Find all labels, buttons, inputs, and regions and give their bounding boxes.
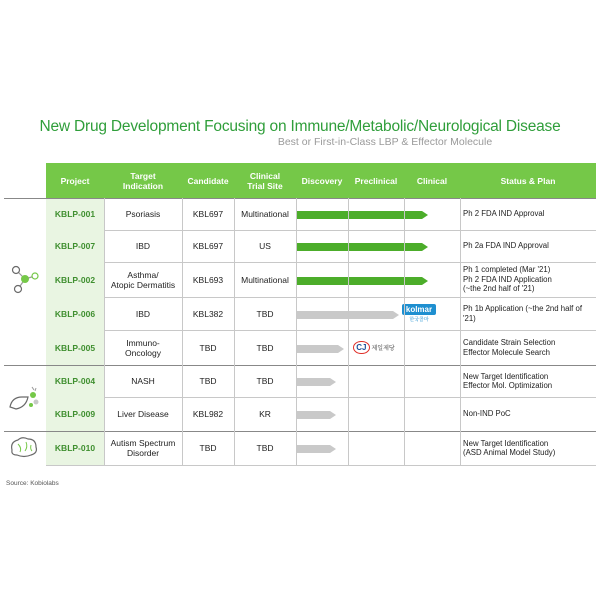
candidate-cell: TBD <box>199 342 217 353</box>
candidate-cell: KBL382 <box>192 308 224 319</box>
target-indication-cell: Immuno- Oncology <box>125 337 161 358</box>
clinical-site-cell: KR <box>259 409 271 419</box>
project-cell: KBLP-007 <box>46 230 104 262</box>
progress-bar <box>296 210 428 220</box>
column-divider <box>234 198 235 465</box>
status-line: Effector Molecule Search <box>463 347 550 357</box>
source-note: Source: Kobiolabs <box>6 480 59 487</box>
row-divider <box>46 465 596 466</box>
column-divider <box>460 198 461 465</box>
target-indication-cell: Liver Disease <box>117 409 169 419</box>
status-line: New Target Identification <box>463 438 549 448</box>
status-line: (~the 2nd half of '21) <box>463 284 535 294</box>
progress-bar <box>296 377 336 387</box>
col-project: Project <box>60 175 90 186</box>
status-line: Non-IND PoC <box>463 409 511 419</box>
status-cell <box>463 431 596 465</box>
clinical-site-cell: Multinational <box>241 209 289 219</box>
table-header <box>46 163 596 198</box>
project-cell: KBLP-010 <box>46 431 104 465</box>
status-cell <box>463 330 596 365</box>
candidate-cell: KBL697 <box>192 209 224 219</box>
group-divider <box>4 365 596 366</box>
cj-logo-mark: CJ <box>353 341 369 354</box>
group-divider <box>4 431 596 432</box>
status-cell <box>463 297 596 330</box>
project-cell: KBLP-005 <box>46 330 104 365</box>
col-discovery: Discovery <box>301 175 343 186</box>
clinical-site-cell: TBD <box>256 342 274 353</box>
status-line: Ph 1b Application (~the 2nd half of '21) <box>463 304 582 323</box>
immune-network-icon <box>8 262 42 296</box>
candidate-cell: TBD <box>199 443 217 453</box>
project-cell: KBLP-001 <box>46 198 104 230</box>
col-candidate: Candidate <box>187 175 229 186</box>
col-preclinical: Preclinical <box>354 175 398 186</box>
status-line: Effector Mol. Optimization <box>463 381 553 390</box>
progress-bar <box>296 276 428 286</box>
cj-logo-subtext: 제일제당 <box>371 345 395 352</box>
status-line: Ph 2 FDA IND Approval <box>463 209 545 219</box>
progress-bar <box>296 444 336 454</box>
column-divider <box>404 198 405 465</box>
status-line: New Target Identification <box>463 371 549 381</box>
target-indication-cell: Asthma/ Atopic Dermatitis <box>110 269 176 290</box>
candidate-cell: KBL697 <box>192 241 224 251</box>
col-status: Status & Plan <box>500 175 556 186</box>
project-cell: KBLP-004 <box>46 365 104 397</box>
kolmar-logo-subtext: 한국콜마 <box>409 316 429 323</box>
clinical-site-cell: TBD <box>256 376 274 386</box>
candidate-cell: TBD <box>199 376 217 386</box>
status-line: Ph 1 completed (Mar '21) <box>463 265 551 275</box>
status-line: Candidate Strain Selection <box>463 338 556 347</box>
status-cell <box>463 365 596 397</box>
page-title: New Drug Development Focusing on Immune/Metabolic/Neurological Disease <box>39 118 561 135</box>
status-line: Ph 2 FDA IND Application <box>463 274 552 284</box>
brain-icon <box>6 434 40 462</box>
progress-bar <box>296 410 336 420</box>
kolmar-logo-text: kolmar <box>402 304 436 315</box>
col-clinical: Clinical <box>416 175 448 186</box>
status-line: Ph 2a FDA IND Approval <box>463 241 549 251</box>
clinical-site-cell: Multinational <box>241 274 289 285</box>
column-divider <box>182 198 183 465</box>
clinical-site-cell: TBD <box>256 308 274 319</box>
col-clinical-site: Clinical Trial Site <box>247 170 283 191</box>
group-divider <box>4 198 596 199</box>
page-subtitle: Best or First-in-Class LBP & Effector Molecule <box>277 136 493 148</box>
column-divider <box>348 198 349 465</box>
candidate-cell: KBL982 <box>192 409 224 419</box>
project-cell: KBLP-002 <box>46 262 104 297</box>
col-target-indication: Target Indication <box>122 170 164 191</box>
project-cell: KBLP-009 <box>46 397 104 431</box>
target-indication-cell: IBD <box>135 308 151 319</box>
status-cell <box>463 397 596 431</box>
candidate-cell: KBL693 <box>192 274 224 285</box>
target-indication-cell: IBD <box>135 241 151 251</box>
progress-bar <box>296 344 344 354</box>
target-indication-cell: Autism Spectrum Disorder <box>110 438 176 458</box>
column-divider <box>296 198 297 465</box>
clinical-site-cell: US <box>259 241 271 251</box>
clinical-site-cell: TBD <box>256 443 274 453</box>
status-cell <box>463 198 596 230</box>
status-cell <box>463 230 596 262</box>
target-indication-cell: Psoriasis <box>125 209 161 219</box>
liver-metabolic-icon <box>6 383 42 419</box>
status-line: (ASD Animal Model Study) <box>463 448 556 457</box>
status-cell <box>463 262 596 297</box>
target-indication-cell: NASH <box>131 376 155 386</box>
column-divider <box>104 198 105 465</box>
cj-logo <box>350 339 398 355</box>
progress-bar <box>296 242 428 252</box>
project-cell: KBLP-006 <box>46 297 104 330</box>
